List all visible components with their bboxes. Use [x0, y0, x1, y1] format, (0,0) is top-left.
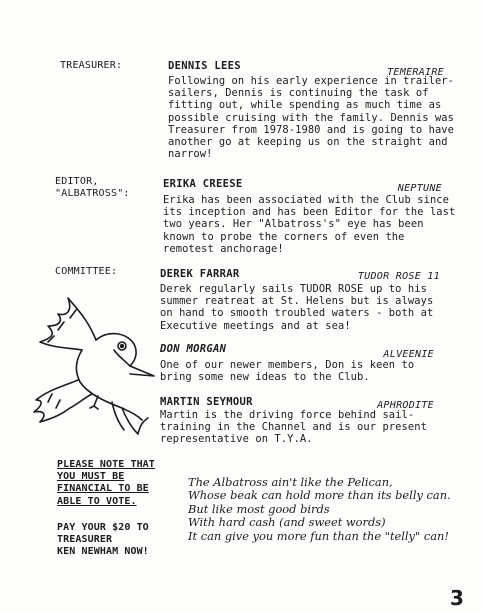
- role-committee: COMMITTEE:: [55, 266, 118, 277]
- notice-line: FINANCIAL TO BE: [57, 483, 149, 495]
- pay-line: PAY YOUR $20 TO: [57, 521, 149, 533]
- role-editor: [55, 176, 130, 200]
- bio-committee-1: Derek regularly sails TUDOR ROSE up to his summer reatreat at St. Helens but is always on hand to smooth troubled waters - both at Executive meetings and at sea!: [160, 283, 434, 332]
- boat-editor: NEPTUNE: [397, 183, 442, 194]
- albatross-drawing: [18, 290, 168, 440]
- role-editor-line2: "ALBATROSS":: [55, 188, 130, 199]
- role-editor-line1: EDITOR,: [55, 176, 99, 187]
- boat-treasurer: TEMERAIRE: [387, 67, 444, 78]
- bio-committee-3: Martin is the driving force behind sail-training in the Channel and is our present representative on T.Y.A.: [160, 409, 427, 446]
- pay-line: KEN NEWHAM NOW!: [57, 546, 149, 558]
- page-number: 3: [450, 586, 464, 610]
- bio-treasurer: Following on his early experience in trailer-sailers, Dennis is continuing the task of fitting out, while spending as much time as possible cruising with the family. Dennis was Treasurer from 1978-1980 and is going to have another go at keeping us on the straight and narrow!: [168, 75, 455, 161]
- poem-line: But like most good birds: [188, 501, 330, 516]
- name-treasurer: DENNIS LEES: [168, 60, 241, 72]
- notice-line: ABLE TO VOTE.: [57, 495, 137, 507]
- financial-notice: [57, 459, 155, 558]
- notice-line: PLEASE NOTE THAT: [57, 459, 155, 470]
- poem-line: Whose beak can hold more than its belly can.: [188, 488, 451, 503]
- name-committee-2: DON MORGAN: [160, 343, 227, 355]
- boat-committee-2: ALVEENIE: [383, 349, 434, 360]
- boat-committee-1: TUDOR ROSE 11: [357, 271, 440, 282]
- bio-committee-2: One of our newer members, Don is keen to bring some new ideas to the Club.: [160, 359, 415, 384]
- poem: [188, 476, 478, 543]
- name-committee-1: DEREK FARRAR: [160, 268, 240, 280]
- bio-editor: Erika has been associated with the Club since its inception and has been Editor for the last two years. Her "Albatross's" eye has been known to probe the corners of even the remotest anchorage!: [163, 194, 456, 255]
- poem-line: It can give you more fun than the "telly" can!: [188, 528, 449, 543]
- notice-line: YOU MUST BE: [57, 471, 125, 483]
- name-editor: ERIKA CREESE: [163, 178, 243, 190]
- boat-committee-3: APHRODITE: [377, 400, 434, 411]
- name-committee-3: MARTIN SEYMOUR: [160, 396, 253, 408]
- role-treasurer: TREASURER:: [60, 60, 123, 71]
- pay-line: TREASURER: [57, 534, 113, 546]
- poem-line: With hard cash (and sweet words): [188, 515, 386, 530]
- poem-line: The Albatross ain't like the Pelican,: [188, 475, 393, 489]
